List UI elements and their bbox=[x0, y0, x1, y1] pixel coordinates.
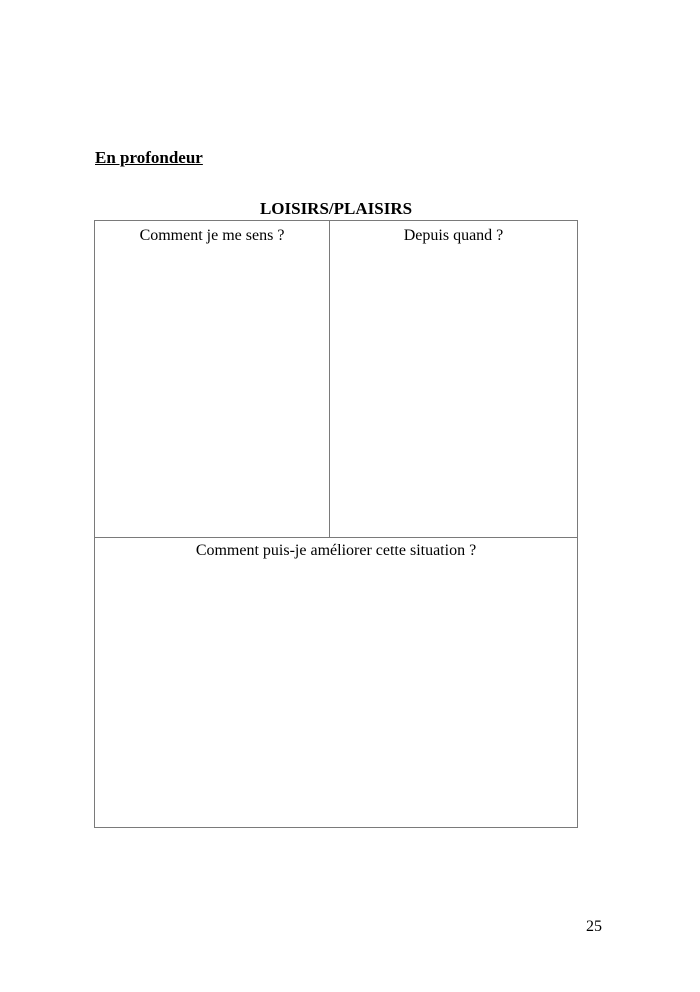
cell-since-when-label: Depuis quand ? bbox=[403, 227, 504, 244]
table-title: LOISIRS/PLAISIRS bbox=[259, 199, 413, 218]
cell-feeling bbox=[95, 221, 330, 537]
worksheet-table bbox=[94, 220, 578, 828]
cell-feeling-label: Comment je me sens ? bbox=[139, 227, 285, 244]
cell-improvement-label: Comment puis-je améliorer cette situation ? bbox=[195, 542, 477, 559]
section-heading: En profondeur bbox=[95, 148, 203, 167]
cell-improvement bbox=[95, 537, 577, 827]
cell-since-when bbox=[330, 221, 577, 537]
page-number: 25 bbox=[586, 918, 602, 935]
